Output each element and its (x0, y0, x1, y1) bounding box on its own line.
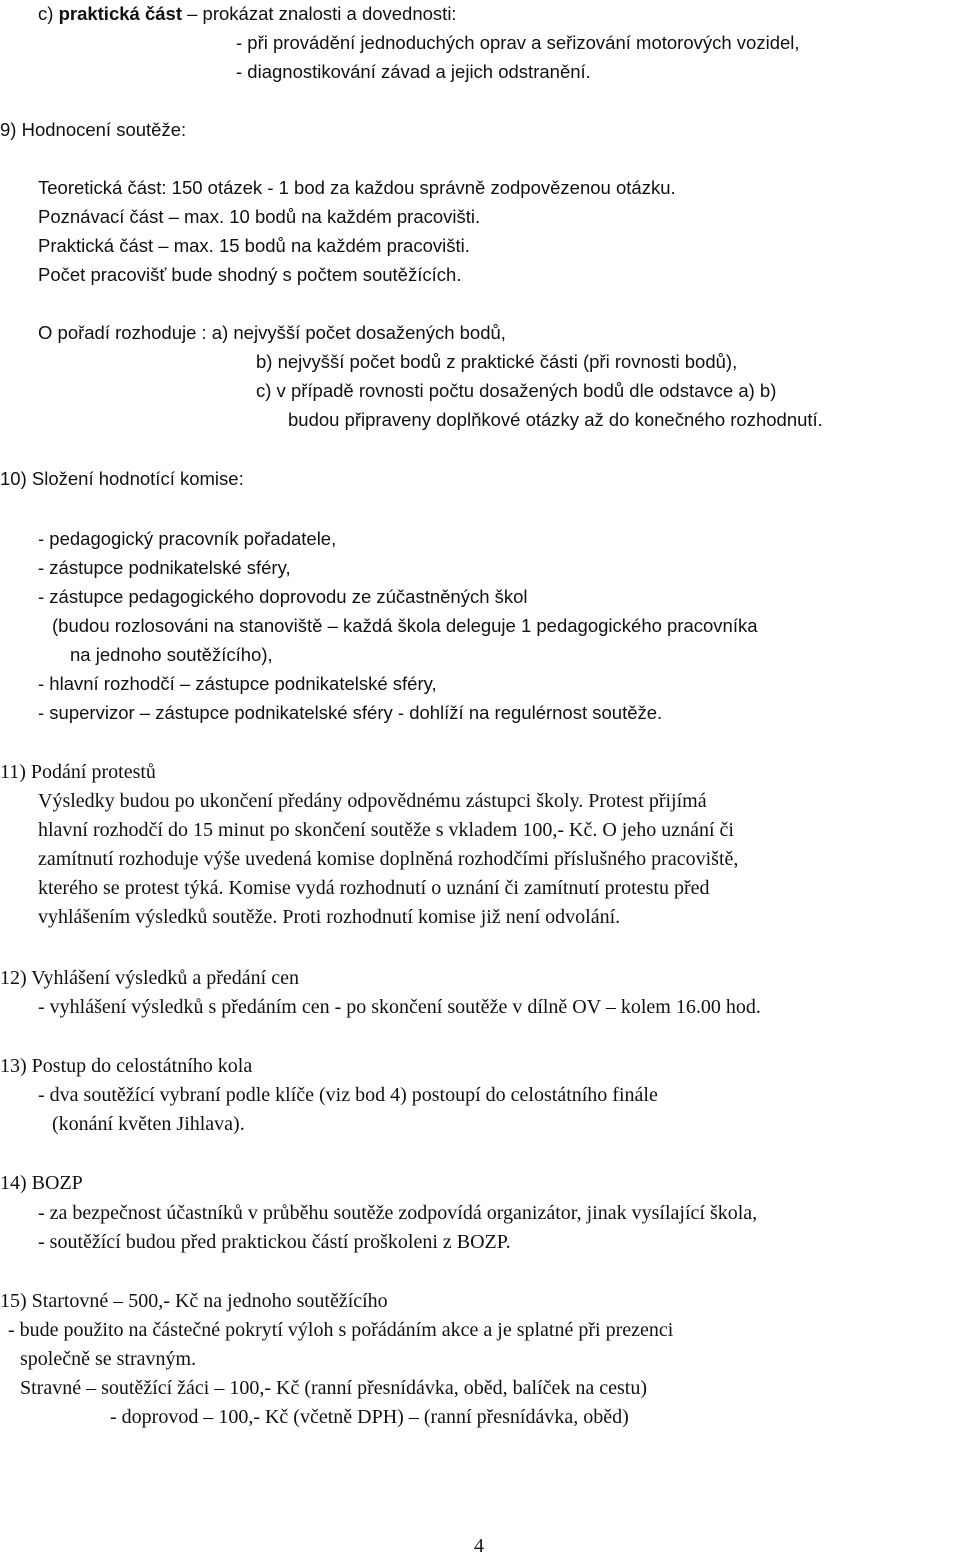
section-9-line-1: Teoretická část: 150 otázek - 1 bod za každou správně zodpovězenou otázku. (38, 177, 676, 198)
section-11-heading: 11) Podání protestů (0, 761, 156, 783)
section-15-heading: 15) Startovné – 500,- Kč na jednoho soutěžícího (0, 1290, 388, 1312)
section-15-line: Stravné – soutěžící žáci – 100,- Kč (ranní přesnídávka, oběd, balíček na cestu) (20, 1377, 647, 1399)
committee-member: - zástupce pedagogického doprovodu ze zúčastněných škol (38, 586, 528, 607)
committee-member: - pedagogický pracovník pořadatele, (38, 528, 337, 549)
section-c-label: c) praktická část – prokázat znalosti a dovednosti: (38, 3, 457, 24)
order-criteria-a: O pořadí rozhoduje : a) nejvyšší počet dosažených bodů, (38, 322, 506, 343)
section-13-heading: 13) Postup do celostátního kola (0, 1055, 253, 1077)
section-12-heading: 12) Vyhlášení výsledků a předání cen (0, 967, 299, 989)
committee-member: - zástupce podnikatelské sféry, (38, 557, 291, 578)
section-15-line: - bude použito na částečné pokrytí výloh s pořádáním akce a je splatné při prezenci (8, 1319, 674, 1341)
committee-member: - hlavní rozhodčí – zástupce podnikatelské sféry, (38, 673, 437, 694)
section-11-line: vyhlášením výsledků soutěže. Proti rozhodnutí komise již není odvolání. (38, 906, 621, 928)
section-c-item-2: - diagnostikování závad a jejich odstranění. (236, 61, 591, 82)
section-12-line: - vyhlášení výsledků s předáním cen - po skončení soutěže v dílně OV – kolem 16.00 hod. (38, 996, 761, 1018)
section-13-line: (konání květen Jihlava). (52, 1113, 245, 1135)
section-9-line-4: Počet pracovišť bude shodný s počtem soutěžících. (38, 264, 462, 285)
section-11-line: Výsledky budou po ukončení předány odpovědnému zástupci školy. Protest přijímá (38, 790, 707, 812)
page-number: 4 (474, 1535, 484, 1557)
order-criteria-c: c) v případě rovnosti počtu dosažených bodů dle odstavce a) b) (256, 380, 777, 401)
section-15-line: - doprovod – 100,- Kč (včetně DPH) – (ranní přesnídávka, oběd) (110, 1406, 629, 1428)
section-14-heading: 14) BOZP (0, 1172, 83, 1194)
section-10-heading: 10) Složení hodnotící komise: (0, 468, 244, 489)
section-14-line: - soutěžící budou před praktickou částí proškoleni z BOZP. (38, 1231, 511, 1253)
committee-note: (budou rozlosováni na stanoviště – každá škola deleguje 1 pedagogického pracovníka (52, 615, 758, 636)
section-11-line: hlavní rozhodčí do 15 minut po skončení soutěže s vkladem 100,- Kč. O jeho uznání či (38, 819, 734, 841)
section-9-line-3: Praktická část – max. 15 bodů na každém pracovišti. (38, 235, 470, 256)
committee-note-cont: na jednoho soutěžícího), (70, 644, 273, 665)
section-15-line: společně se stravným. (20, 1348, 197, 1370)
section-9-line-2: Poznávací část – max. 10 bodů na každém pracovišti. (38, 206, 481, 227)
section-c-item-1: - při provádění jednoduchých oprav a seřizování motorových vozidel, (236, 32, 800, 53)
section-11-line: zamítnutí rozhoduje výše uvedená komise doplněná rozhodčími příslušného pracoviště, (38, 848, 739, 870)
section-14-line: - za bezpečnost účastníků v průběhu soutěže zodpovídá organizátor, jinak vysílající škola, (38, 1202, 758, 1224)
section-9-heading: 9) Hodnocení soutěže: (0, 119, 187, 140)
section-11-line: kterého se protest týká. Komise vydá rozhodnutí o uznání či zamítnutí protestu před (38, 877, 710, 899)
committee-member: - supervizor – zástupce podnikatelské sféry - dohlíží na regulérnost soutěže. (38, 702, 663, 723)
order-criteria-b: b) nejvyšší počet bodů z praktické části (při rovnosti bodů), (256, 351, 738, 372)
section-13-line: - dva soutěžící vybraní podle klíče (viz bod 4) postoupí do celostátního finále (38, 1084, 658, 1106)
order-criteria-c-cont: budou připraveny doplňkové otázky až do konečného rozhodnutí. (288, 409, 823, 430)
